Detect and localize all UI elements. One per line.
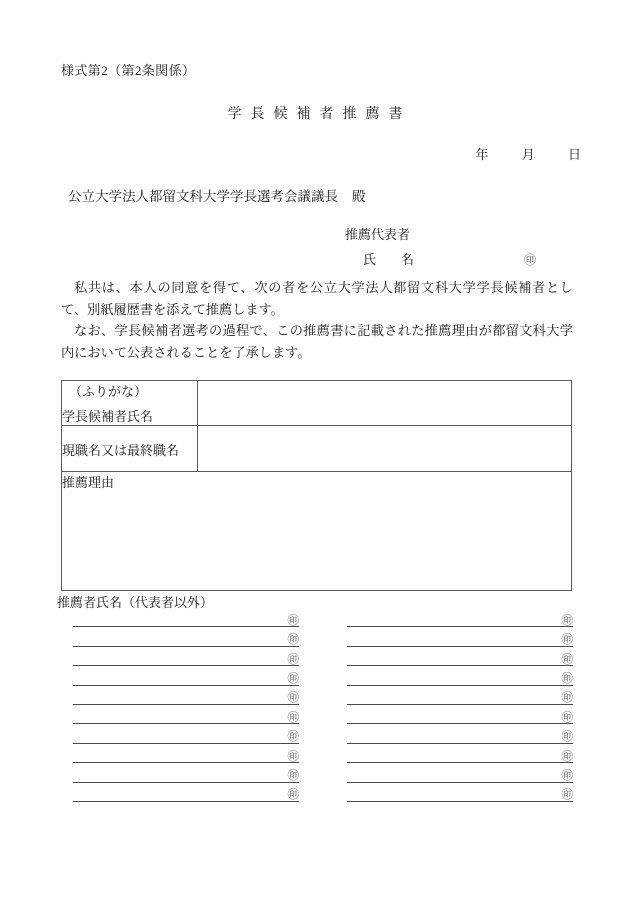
signature-rule bbox=[73, 626, 299, 627]
signature-row[interactable] bbox=[61, 688, 299, 707]
seal-icon: ㊞ bbox=[561, 748, 573, 763]
signature-rule bbox=[73, 665, 299, 666]
label-current-position: 現職名又は最終職名 bbox=[62, 426, 198, 472]
signature-rule bbox=[347, 704, 573, 705]
signatures-heading: 推薦者氏名（代表者以外） bbox=[57, 595, 214, 610]
signature-column-right bbox=[335, 610, 573, 804]
signature-rule bbox=[347, 626, 573, 627]
signature-rule bbox=[347, 743, 573, 744]
body-text bbox=[61, 277, 573, 363]
seal-icon: ㊞ bbox=[287, 671, 299, 686]
signature-row[interactable] bbox=[335, 610, 573, 629]
table-row-recommendation-reason bbox=[62, 472, 572, 591]
signature-row[interactable] bbox=[61, 668, 299, 687]
seal-icon: ㊞ bbox=[287, 787, 299, 802]
page-title: 学長候補者推薦書 bbox=[227, 107, 412, 122]
signature-row[interactable] bbox=[61, 610, 299, 629]
representative-block bbox=[345, 224, 536, 268]
signature-row[interactable] bbox=[335, 629, 573, 648]
date-year-label: 年 bbox=[475, 147, 489, 162]
signature-row[interactable] bbox=[61, 726, 299, 745]
candidate-info-table bbox=[61, 380, 572, 591]
table-row-candidate-name bbox=[62, 381, 572, 426]
seal-icon: ㊞ bbox=[287, 651, 299, 666]
seal-icon: ㊞ bbox=[561, 709, 573, 724]
signature-rule bbox=[73, 646, 299, 647]
seal-icon: ㊞ bbox=[287, 729, 299, 744]
signature-rule bbox=[73, 762, 299, 763]
signature-row[interactable] bbox=[335, 707, 573, 726]
signature-row[interactable] bbox=[335, 649, 573, 668]
date-day-label: 日 bbox=[567, 147, 581, 162]
table-row-current-position bbox=[62, 426, 572, 472]
signature-rule bbox=[347, 723, 573, 724]
field-recommendation-reason[interactable] bbox=[62, 472, 572, 591]
signature-rule bbox=[73, 801, 299, 802]
signature-rule bbox=[73, 743, 299, 744]
seal-icon: ㊞ bbox=[561, 612, 573, 627]
signature-rule bbox=[347, 762, 573, 763]
date-month-label: 月 bbox=[521, 147, 535, 162]
seal-icon: ㊞ bbox=[287, 768, 299, 783]
signature-row[interactable] bbox=[335, 726, 573, 745]
signature-grid bbox=[61, 610, 573, 804]
signature-row[interactable] bbox=[335, 688, 573, 707]
seal-icon: ㊞ bbox=[287, 612, 299, 627]
seal-icon: ㊞ bbox=[561, 768, 573, 783]
seal-icon: ㊞ bbox=[524, 253, 537, 267]
signature-rule bbox=[347, 665, 573, 666]
seal-icon: ㊞ bbox=[561, 671, 573, 686]
signature-rule bbox=[347, 801, 573, 802]
form-number: 様式第2（第2条関係） bbox=[61, 63, 196, 78]
seal-icon: ㊞ bbox=[561, 632, 573, 647]
seal-icon: ㊞ bbox=[561, 651, 573, 666]
label-candidate-name bbox=[62, 381, 198, 426]
seal-icon: ㊞ bbox=[287, 632, 299, 647]
label-furigana: （ふりがな） bbox=[69, 384, 148, 399]
seal-icon: ㊞ bbox=[561, 787, 573, 802]
signature-column-left bbox=[61, 610, 299, 804]
signature-row[interactable] bbox=[61, 707, 299, 726]
representative-title: 推薦代表者 bbox=[345, 227, 411, 242]
representative-name-label: 氏 名 bbox=[363, 252, 421, 267]
seal-icon: ㊞ bbox=[561, 729, 573, 744]
paragraph-consent: 私共は、本人の同意を得て、次の者を公立大学法人都留文科大学学長候補者として、別紙履歴書を添えて推薦します。 bbox=[61, 280, 573, 317]
signature-row[interactable] bbox=[61, 785, 299, 804]
field-current-position[interactable] bbox=[198, 426, 572, 472]
date-line bbox=[475, 144, 581, 163]
signature-row[interactable] bbox=[61, 765, 299, 784]
signature-rule bbox=[73, 704, 299, 705]
addressee-line bbox=[68, 185, 366, 205]
signature-row[interactable] bbox=[335, 746, 573, 765]
signature-row[interactable] bbox=[335, 765, 573, 784]
seal-icon: ㊞ bbox=[287, 690, 299, 705]
seal-icon: ㊞ bbox=[561, 690, 573, 705]
signature-rule bbox=[347, 646, 573, 647]
paragraph-disclosure: なお、学長候補者選考の過程で、この推薦書に記載された推薦理由が都留文科大学内において公表されることを了承します。 bbox=[61, 323, 573, 360]
representative-name-row bbox=[345, 249, 536, 268]
signature-row[interactable] bbox=[61, 649, 299, 668]
label-recommendation-reason: 推薦理由 bbox=[62, 475, 115, 490]
signature-rule bbox=[73, 782, 299, 783]
signature-rule bbox=[73, 685, 299, 686]
signature-rule bbox=[73, 723, 299, 724]
seal-icon: ㊞ bbox=[287, 709, 299, 724]
label-candidate-name-text: 学長候補者氏名 bbox=[62, 409, 154, 424]
field-candidate-name[interactable] bbox=[198, 381, 572, 426]
addressee-honorific: 殿 bbox=[352, 189, 366, 204]
signature-rule bbox=[347, 782, 573, 783]
signature-row[interactable] bbox=[61, 746, 299, 765]
signature-rule bbox=[347, 685, 573, 686]
addressee-organization: 公立大学法人都留文科大学学長選考会議議長 bbox=[68, 189, 338, 204]
seal-icon: ㊞ bbox=[287, 748, 299, 763]
signature-row[interactable] bbox=[335, 668, 573, 687]
signature-row[interactable] bbox=[335, 785, 573, 804]
signature-row[interactable] bbox=[61, 629, 299, 648]
